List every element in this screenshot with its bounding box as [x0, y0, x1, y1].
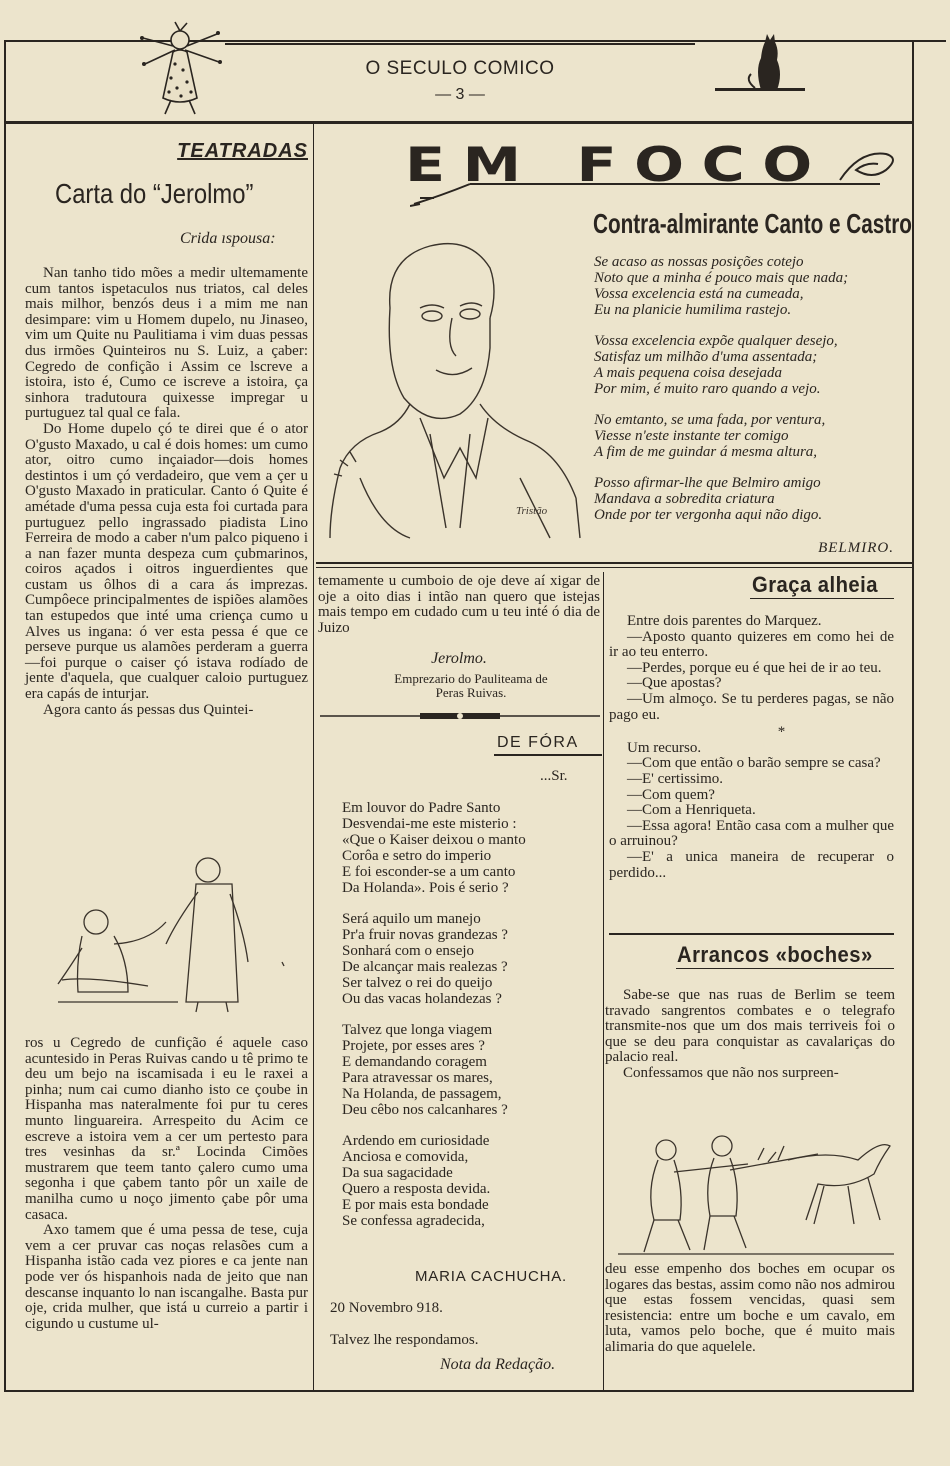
title-rule	[225, 43, 695, 45]
de-fora-date: 20 Novembro 918.	[330, 1300, 443, 1316]
letter-paragraph: Axo tamem que é uma pessa de tese, cuja vem a cer pruvar cas noças relasões cum a Hispanha istão cada vez piores e ca jente nan pode ver ós hispanhois nada de jeito que nan descanse inquanto lo nan iscangalhe. Basta pur oje, crida mulher, que istá u curreio a partir i cigundo u custume ul-	[25, 1222, 308, 1332]
admiral-portrait-illustration	[320, 228, 592, 548]
em-foco-banner: EM FOCO	[405, 138, 830, 193]
page-number: — 3 —	[435, 86, 485, 103]
poem-line: «Que o Kaiser deixou o manto	[342, 832, 526, 848]
column-divider-2	[603, 572, 604, 1390]
letter-signature: Jerolmo.	[431, 650, 487, 667]
poem-line: Mandava a sobredita criatura	[594, 491, 775, 507]
bottom-rule	[4, 1390, 914, 1392]
poem-line: E demandando coragem	[342, 1054, 487, 1070]
poem-line: Se acaso as nossas posições cotejo	[594, 254, 804, 270]
graca-body	[609, 614, 894, 881]
right-border	[912, 40, 914, 1392]
poem-line: Viesse n'este instante ter comigo	[594, 428, 789, 444]
poem-line: Deu cêbo nos calcanhares ?	[342, 1102, 508, 1118]
editorial-reply: Talvez lhe respondamos.	[330, 1332, 479, 1348]
arrancos-paragraph: deu esse empenho dos boches em ocupar os logares das bestas, assim como não nos admirou que estas fossem vencidas, quasi sem resistencia: entre um boche e um cavalo, em luta, vamos pelo boche, que é muito mais alimaria do que aquelele.	[605, 1261, 895, 1355]
poem-line: Será aquilo um manejo	[342, 911, 481, 927]
poem-line: Posso afirmar-lhe que Belmiro amigo	[594, 475, 821, 491]
letter-signature-role: Emprezario do Pauliteama de Peras Ruivas.	[394, 671, 548, 700]
em-foco-poem	[594, 254, 912, 538]
poem-line: Onde por ter vergonha aqui não digo.	[594, 507, 823, 523]
section-teatradas: TEATRADAS	[177, 140, 308, 162]
letter-paragraph: Agora canto ás pessas dus Quintei-	[43, 701, 254, 718]
poem-line: Se confessa agradecida,	[342, 1213, 485, 1229]
poem-line: A mais pequena coisa desejada	[594, 365, 783, 381]
poem-line: Da sua sagacidade	[342, 1165, 453, 1181]
poem-line: E por mais esta bondade	[342, 1197, 489, 1213]
poem-line: Projete, por esses ares ?	[342, 1038, 485, 1054]
poem-line: Satisfaz um milhão d'uma assentada;	[594, 349, 818, 365]
newspaper-title: O SECULO COMICO	[365, 58, 555, 79]
dialogue-line: —E' certissimo.	[627, 770, 724, 787]
boches-fight-illustration	[618, 1120, 894, 1260]
de-fora-salutation: ...Sr.	[540, 768, 568, 784]
poem-line: Ardendo em curiosidade	[342, 1133, 490, 1149]
poem-line: Eu na planicie humilima rastejo.	[594, 302, 792, 318]
poem-line: Desvendai-me este misterio :	[342, 816, 517, 832]
poem-stanza	[342, 1022, 600, 1118]
poem-line: Em louvor do Padre Santo	[342, 800, 501, 816]
column-divider-1	[313, 124, 314, 1390]
poem-line: E foi esconder-se a um canto	[342, 864, 516, 880]
dialogue-line: —Aposto quanto quizeres em como hei de ir ao teu enterro.	[609, 628, 894, 661]
poem-line: Sonhará com o ensejo	[342, 943, 475, 959]
section-de-fora: DE FÓRA	[497, 734, 579, 751]
arrancos-body-top	[605, 988, 895, 1082]
dialogue-line: —Com que então o barão sempre se casa?	[627, 755, 881, 772]
dialogue-line: —Com a Henriqueta.	[627, 802, 756, 819]
poem-stanza	[342, 911, 600, 1007]
poem-line: Quero a resposta devida.	[342, 1181, 491, 1197]
poem-line: Na Holanda, de passagem,	[342, 1086, 502, 1102]
poem-line: Da Holanda». Pois é serio ?	[342, 880, 509, 896]
dialogue-line: Entre dois parentes do Marquez.	[627, 613, 822, 629]
poem-line: Por mim, é muito raro quando a vejo.	[594, 381, 821, 397]
left-border	[4, 40, 6, 1392]
arrancos-body-bottom	[605, 1262, 895, 1356]
arrancos-paragraph: Confessamos que não nos surpreen-	[623, 1064, 839, 1081]
dialogue-line: —Perdes, porque eu é que hei de ir ao teu.	[627, 659, 882, 676]
theatre-figures-illustration	[48, 852, 288, 1014]
de-fora-author: MARIA CACHUCHA.	[415, 1268, 568, 1285]
poem-stanza	[594, 254, 912, 318]
arrancos-underline	[676, 968, 894, 969]
arrancos-paragraph: Sabe-se que nas ruas de Berlim se teem travado sangrentos combates e o telegrafo transmite-nos que um dos mais terriveis foi o que se deu para conquistar as cavalariças do palacio real.	[605, 987, 895, 1066]
letter-continuation	[318, 574, 600, 636]
graca-end-rule	[609, 933, 894, 935]
section-arrancos-boches: Arrancos «boches»	[677, 942, 873, 967]
poem-line: Noto que a minha é pouco mais que nada;	[594, 270, 849, 286]
poem-line: Ou das vacas holandezas ?	[342, 991, 502, 1007]
letter-paragraph: Nan tanho tido mões a medir ultemamente cum tantos ispetaculos nus triatos, cal deles mais milhor, benzós deus i a mim me nan desimpare: vim u Homem dupelo, nu Jinaseo, vim um Quite nu Paulitiama i vim duas pessas dus irmões Quinteiros nu S. Luiz, a çaber: Cegredo de confição i Assim ce lscreve a istoira, isto é, Cumo ce iscreve a istoira, ça sinhora tradutoura quixesse impregar u purtuguez tal qual ce fala.	[25, 265, 308, 422]
header-rule	[4, 121, 914, 124]
poem-line: Anciosa e comovida,	[342, 1149, 469, 1165]
poem-line: Talvez que longa viagem	[342, 1022, 493, 1038]
dialogue-line: —Essa agora! Então casa com a mulher que o arruinou?	[609, 817, 894, 850]
separator-star-icon: *	[777, 724, 786, 741]
poem-line: Para atravessar os mares,	[342, 1070, 493, 1086]
editorial-note: Nota da Redação.	[440, 1356, 556, 1373]
de-fora-underline	[494, 754, 602, 756]
dialogue-line: —Um almoço. Se tu perderes pagas, se não pago eu.	[609, 690, 894, 723]
letter-salutation: Crida ıspousa:	[180, 230, 276, 247]
em-foco-rule-2	[316, 567, 912, 568]
letter-body-top	[25, 266, 308, 718]
poem-line: Vossa excelencia expõe qualquer desejo,	[594, 333, 838, 349]
em-foco-title: Contra-almirante Canto e Castro	[593, 208, 912, 239]
section-graca-alheia: Graça alheia	[752, 572, 878, 597]
letter-paragraph: temamente u cumboio de oje deve aí xigar de oje a oito dias i intão nan quero que istejas mais tempo em cudado cum u teu inté ó dia de Juizo	[318, 573, 600, 636]
dialogue-line: Um recurso.	[627, 739, 702, 756]
dialogue-line: —E' a unica maneira de recuperar o perdido...	[609, 848, 894, 881]
de-fora-poem	[342, 800, 600, 1244]
ornamental-divider-icon	[320, 710, 600, 722]
dialogue-line: —Que apostas?	[627, 675, 722, 692]
em-foco-author: BELMIRO.	[818, 540, 894, 556]
cat-ornament-icon	[715, 30, 805, 92]
letter-paragraph: Do Home dupelo çó te direi que é o ator O'gusto Maxado, u cal é dois homes: um cumo ator, oitro cumo inçaiador—dois homes destintos i um çó verdadeiro, que vem a çer u O'gusto Maxado in praticular. Canto ó Quite é amétade d'uma pessa cuja esta foi curtada para purtuguez pello ingrassado piadista Lino Ferreira de modo a caber n'um palco piqueno i a nan fazer munta despeza cum çubmarinos, coiros açados i oitros inguerdientes que custam us ôlhos di a cara ás imprezas. Cumpôece principalmentes de ispiões alamões tan estupedos que inté uma criença cumo u Alves us ingana: ó ver esta pessa é que ce perseve purque us alamões perderam a guerra—foi purque o caiser çó istava rodíado de jente d'aquela, que cualquer caloio purtuguez era capás de inturjar.	[25, 420, 308, 703]
em-foco-rule-1	[316, 562, 912, 564]
artist-signature: Tristão	[516, 505, 548, 517]
poem-stanza	[594, 333, 912, 397]
poem-line: De alcançar mais realezas ?	[342, 959, 508, 975]
poem-stanza	[594, 412, 912, 460]
poem-line: Vossa excelencia está na cumeada,	[594, 286, 804, 302]
poem-line: Ser talvez o rei do queijo	[342, 975, 493, 991]
poem-stanza	[342, 800, 600, 896]
dialogue-line: —Com quem?	[627, 786, 715, 803]
doll-ornament-icon	[135, 20, 225, 118]
letter-paragraph: ros u Cegredo de cunfição é aquele caso acuntesido in Peras Ruivas cando u tê primo te deu um bejo na iscamisada i eu le raxei a pinha; num cai cumo dianho isto ce çoube in Hispanha mas nateralmente foi pur tu ceres munto linguareira. Arrespeito du Acim ce escreve a istoira vem a cer um pertesto para tres vesinhas da sr.ª Locinda Cimões mustrarem que teem tanto çalero cumo uma segonha i que çabem tanto pôr un xaile de manilha cumo u noço jimento çabe pôr uma casaca.	[25, 1035, 308, 1223]
graca-underline	[750, 598, 894, 599]
poem-line: No emtanto, se uma fada, por ventura,	[594, 412, 826, 428]
letter-body-bottom	[25, 1036, 308, 1332]
poem-line: A fim de me guindar á mesma altura,	[594, 444, 818, 460]
poem-line: Pr'a fruir novas grandezas ?	[342, 927, 508, 943]
poem-line: Corôa e setro do imperio	[342, 848, 492, 864]
banner-flourish-icon	[410, 140, 900, 210]
poem-stanza	[594, 475, 912, 523]
letter-title: Carta do “Jerolmo”	[55, 178, 254, 209]
poem-stanza	[342, 1133, 600, 1229]
